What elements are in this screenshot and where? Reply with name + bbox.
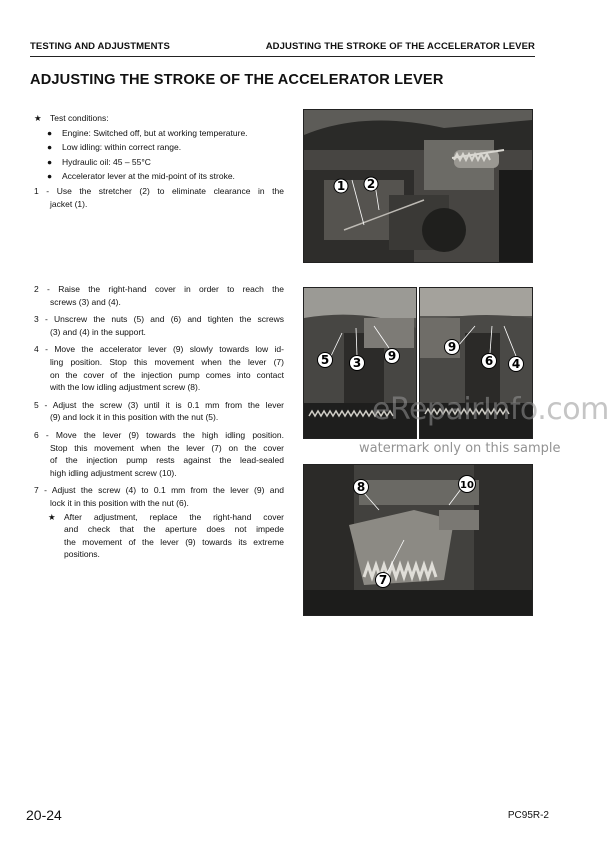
callout-7 [376,573,391,588]
header-topic: ADJUSTING THE STROKE OF THE ACCELERATOR LEVER [265,41,535,52]
svg-text:5: 5 [320,353,330,367]
step-4: 4 - Move the accelerator lever (9) slowly towards low id- ling position. Stop this movement when the lever (7) on the cover of the injection pump comes into contact with the low idling adjustment screw (8). [34,344,284,393]
callout-2 [364,177,378,191]
svg-text:10: 10 [460,480,474,491]
watermark-text: watermark only on this sample [359,441,561,456]
conditions-intro: ★ Test conditions: [34,113,109,123]
svg-text:3: 3 [352,356,362,370]
adjustment-note: ★ After adjustment, replace the right-hand cover and check that the aperture does not impede the movement of the lever (9) towards its extreme positions. [48,511,284,560]
steps-list [34,283,284,561]
callout-5 [318,353,333,368]
condition-item: ● Low idling: within correct range. [47,142,182,153]
svg-text:2: 2 [366,177,376,191]
step-7: 7 - Adjust the screw (4) to 0.1 mm from the lever (9) and lock it in this position with the nut (6). [34,485,284,508]
step-6: 6 - Move the lever (9) towards the high idling position. Stop this movement when the lever (7) on the cover of the injection pump rests against the lead-sealed high idling adjustment screw (10). [34,429,284,478]
svg-text:1: 1 [336,179,346,193]
star-icon: ★ [48,511,56,522]
svg-text:8: 8 [356,480,366,494]
page-title: ADJUSTING THE STROKE OF THE ACCELERATOR LEVER [30,72,444,88]
callout-4 [509,357,524,372]
callout-10 [459,476,476,493]
svg-text:9: 9 [447,340,457,354]
step-2: 2 - Raise the right-hand cover in order to reach the screws (3) and (4). [34,284,284,307]
condition-item: ● Hydraulic oil: 45 – 55°C [47,156,151,167]
step-5: 5 - Adjust the screw (3) until it is 0.1 mm from the lever (9) and lock it in this position with the nut (5). [34,399,284,423]
model-code: PC95R-2 [507,810,549,821]
page-number: 20-24 [26,807,62,823]
callout-6 [482,354,497,369]
callout-9 [445,340,460,355]
svg-text:4: 4 [511,357,521,371]
callout-1 [334,179,348,193]
test-conditions [34,112,284,183]
watermark-logo: eRepairInfo.com [372,392,609,427]
bullet-icon: ● [47,142,53,153]
header-section: TESTING AND ADJUSTMENTS [30,41,170,52]
callout-9 [385,349,400,364]
step-1: 1 - Use the stretcher (2) to eliminate clearance in the jacket (1). [34,186,284,209]
callout-3 [350,356,365,371]
bullet-icon: ● [47,171,53,182]
condition-item: ● Accelerator lever at the mid-point of its stroke. [47,171,235,182]
bullet-icon: ● [47,156,53,167]
svg-text:6: 6 [484,354,494,368]
step-3: 3 - Unscrew the nuts (5) and (6) and tighten the screws (3) and (4) in the support. [34,314,284,337]
header-divider [30,56,535,57]
svg-text:7: 7 [378,573,388,587]
star-icon: ★ [34,113,42,123]
photo-accelerator-linkage [303,109,533,263]
running-header [30,41,535,57]
bullet-icon: ● [47,127,53,138]
photo-injection-pump-lever [303,464,533,616]
condition-item: ● Engine: Switched off, but at working temperature. [47,127,248,138]
callout-8 [354,480,369,495]
svg-text:9: 9 [387,349,397,363]
